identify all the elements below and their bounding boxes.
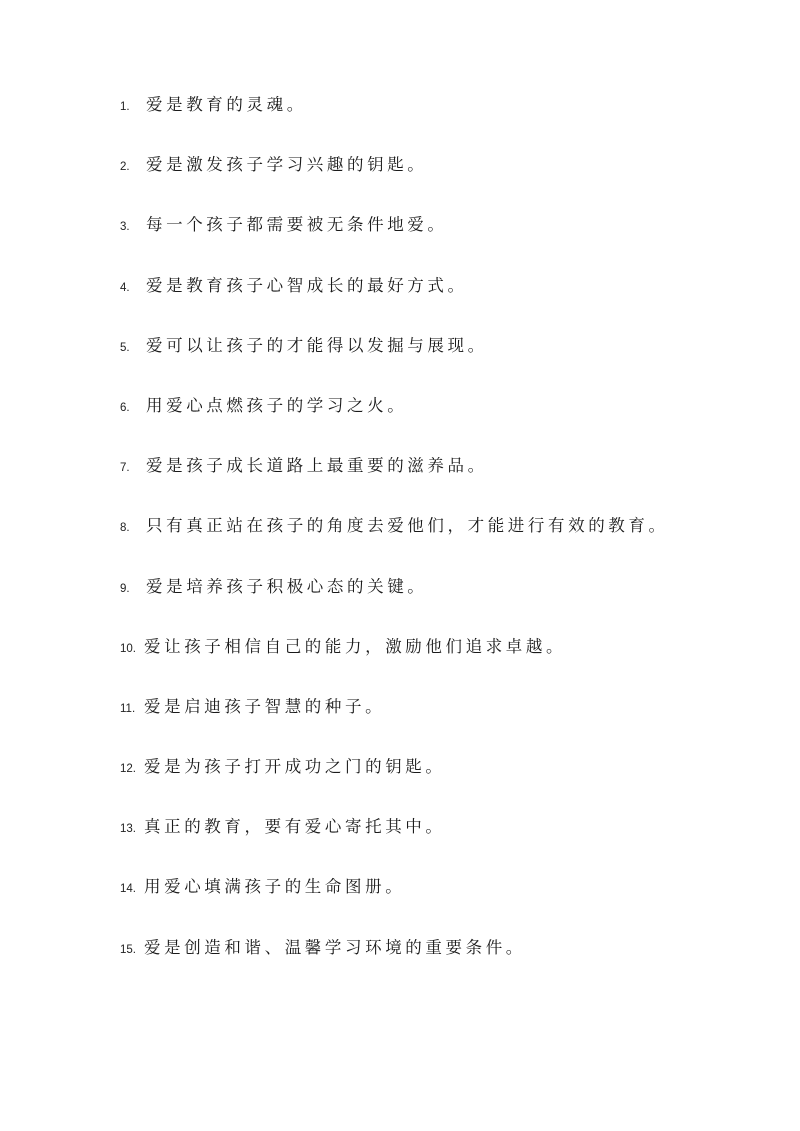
- list-item-number: 4.: [120, 281, 130, 294]
- list-item-number: 3.: [120, 221, 130, 234]
- numbered-list: [120, 92, 740, 995]
- list-item: [120, 814, 740, 874]
- list-item: [120, 574, 740, 634]
- list-item-text: 爱是教育的灵魂。: [146, 95, 307, 114]
- list-item: [120, 754, 740, 814]
- list-item-text: 用爱心填满孩子的生命图册。: [144, 877, 406, 897]
- list-item-number: 7.: [120, 462, 130, 475]
- list-item-number: 5.: [120, 341, 130, 354]
- list-item: [120, 634, 740, 694]
- list-item-text: 爱是激发孩子学习兴趣的钥匙。: [146, 155, 428, 175]
- list-item-text: 爱是培养孩子积极心态的关键。: [146, 576, 428, 596]
- list-item-text: 爱是教育孩子心智成长的最好方式。: [146, 275, 468, 295]
- list-item-text: 爱可以让孩子的才能得以发掘与展现。: [146, 335, 488, 355]
- list-item-number: 2.: [120, 161, 130, 174]
- list-item-number: 15.: [120, 943, 136, 956]
- list-item-text: 爱是创造和谐、温馨学习环境的重要条件。: [144, 937, 526, 957]
- list-item-text: 爱让孩子相信自己的能力，激励他们追求卓越。: [144, 636, 567, 656]
- list-item: [120, 212, 740, 272]
- list-item-text: 爱是为孩子打开成功之门的钥匙。: [144, 757, 446, 777]
- list-item-number: 6.: [120, 401, 130, 414]
- list-item-number: 13.: [120, 823, 136, 836]
- list-item: [120, 333, 740, 393]
- list-item: [120, 935, 740, 995]
- list-item-number: 1.: [120, 101, 130, 113]
- list-item: [120, 513, 740, 573]
- list-item: [120, 92, 740, 152]
- list-item-number: 10.: [120, 642, 136, 655]
- list-item-text: 真正的教育，要有爱心寄托其中。: [144, 817, 446, 837]
- list-item-number: 12.: [120, 763, 136, 776]
- list-item-number: 11.: [120, 702, 136, 715]
- list-item: [120, 874, 740, 934]
- list-item-text: 用爱心点燃孩子的学习之火。: [146, 395, 408, 415]
- list-item-number: 8.: [120, 522, 130, 535]
- list-item-number: 9.: [120, 582, 130, 595]
- list-item: [120, 273, 740, 333]
- list-item: [120, 694, 740, 754]
- list-item-text: 每一个孩子都需要被无条件地爱。: [146, 215, 448, 235]
- list-item: [120, 152, 740, 212]
- list-item-text: 爱是孩子成长道路上最重要的滋养品。: [146, 456, 488, 476]
- list-item: [120, 393, 740, 453]
- list-item-number: 14.: [120, 883, 136, 896]
- list-item-text: 只有真正站在孩子的角度去爱他们，才能进行有效的教育。: [146, 516, 669, 536]
- list-item: [120, 453, 740, 513]
- list-item-text: 爱是启迪孩子智慧的种子。: [144, 696, 386, 716]
